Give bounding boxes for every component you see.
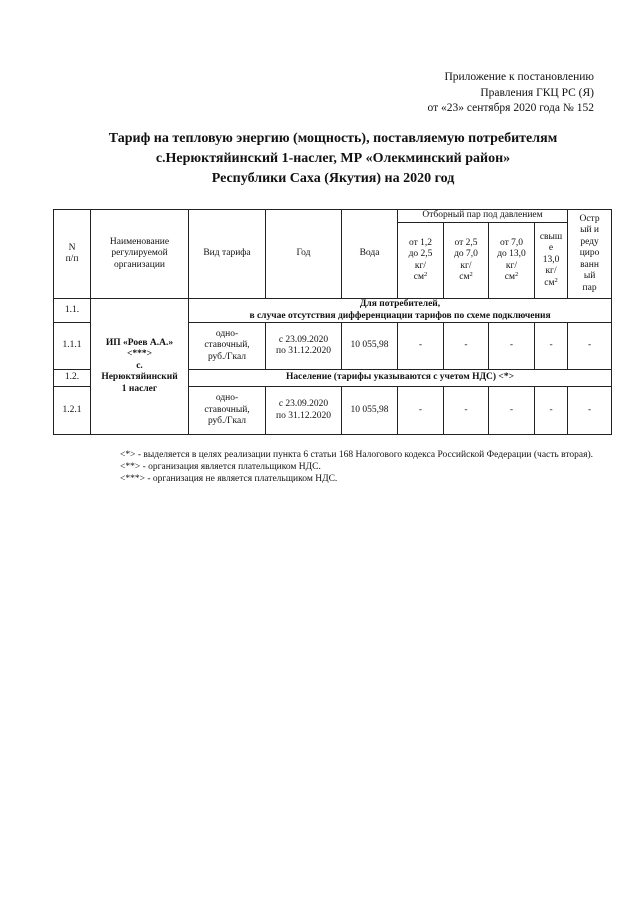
row-num: 1.2.1 — [54, 387, 91, 435]
row-p4: - — [535, 387, 568, 435]
header-org-line-1: Наименование — [109, 236, 170, 247]
row-type-line-1: одно- — [215, 393, 239, 404]
header-p3-unit: см — [504, 272, 515, 282]
header-pressure-4 — [535, 223, 568, 299]
header-p4-line-2: е — [548, 243, 554, 254]
row-sharp: - — [568, 387, 612, 435]
row-water: 10 055,98 — [342, 323, 398, 370]
row-type-line-3: руб./Гкал — [207, 416, 247, 427]
row-type-line-1: одно- — [215, 328, 239, 339]
document-title — [60, 129, 606, 189]
header-sharp-line-6: ый — [583, 271, 596, 282]
header-p4-line-1: свыш — [539, 231, 563, 242]
header-p2-line-1: от 2,5 — [454, 237, 478, 248]
row-period — [266, 387, 342, 435]
header-sharp-line-2: ый и — [580, 225, 600, 236]
row-p1: - — [398, 323, 444, 370]
header-org — [91, 210, 189, 299]
row-period-line-2: по 31.12.2020 — [276, 346, 331, 356]
header-pressure-1 — [398, 223, 444, 299]
header-sharp-line-7: пар — [582, 282, 597, 293]
header-num-line-1: N — [68, 242, 76, 253]
header-p4-line-4: кг/ — [545, 266, 557, 277]
header-tariff-type: Вид тарифа — [189, 210, 266, 299]
section-title-line-2: в случае отсутствия дифференциации тарифов по схеме подключения — [249, 310, 551, 321]
row-sharp: - — [568, 323, 612, 370]
org-line-2: <***> — [126, 349, 153, 360]
section-num: 1.2. — [54, 370, 91, 387]
header-p3-line-4 — [490, 272, 533, 284]
header-p3-line-1: от 7,0 — [499, 237, 524, 248]
row-type-line-2: ставочный, — [204, 404, 250, 415]
header-p1-line-4 — [399, 272, 442, 284]
row-p1: - — [398, 387, 444, 435]
header-p1-unit: см — [413, 272, 424, 282]
header-p3-line-3: кг/ — [505, 260, 518, 271]
row-type-line-3: руб./Гкал — [207, 351, 247, 362]
header-row-1 — [54, 210, 612, 223]
row-water: 10 055,98 — [342, 387, 398, 435]
footnote-1: <*> - выделяется в целях реализации пункта 6 статьи 168 Налогового кодекса Российской Федерации (часть вторая). — [120, 450, 594, 460]
section-row-1-1 — [54, 299, 612, 323]
section-title: Население (тарифы указываются с учетом НДС) <*> — [189, 370, 612, 387]
row-period-line-1: с 23.09.2020 — [278, 399, 329, 409]
row-p4: - — [535, 323, 568, 370]
row-p2: - — [444, 387, 489, 435]
header-p2-line-4 — [445, 272, 487, 284]
footnote-3: <***> - организация не является плательщиком НДС. — [120, 474, 338, 484]
org-line-5: 1 наслег — [121, 383, 158, 394]
tariff-table — [53, 209, 612, 435]
header-p4-unit: см — [544, 277, 555, 288]
row-type-line-2: ставочный, — [204, 340, 250, 351]
header-p1-line-2: до 2,5 — [408, 249, 433, 259]
org-line-1: ИП «Роев А.А.» — [105, 337, 174, 348]
title-line-2: с.Нерюктяйинский 1-наслег, МР «Олекминский район» — [155, 151, 511, 166]
title-line-1: Тариф на тепловую энергию (мощность), поставляемую потребителям — [108, 131, 558, 146]
footnote-2: <**> - организация является плательщиком НДС. — [120, 462, 321, 472]
header-pressure-2 — [444, 223, 489, 299]
row-num: 1.1.1 — [54, 323, 91, 370]
appendix-block — [428, 70, 594, 117]
appendix-line-1: Приложение к постановлению — [444, 71, 594, 83]
row-p3: - — [489, 387, 535, 435]
header-num — [54, 210, 91, 299]
header-sharp-steam — [568, 210, 612, 299]
header-water: Вода — [342, 210, 398, 299]
title-line-3: Республики Саха (Якутия) на 2020 год — [211, 171, 455, 186]
section-num: 1.1. — [54, 299, 91, 323]
row-tariff-type — [189, 387, 266, 435]
appendix-line-3: от «23» сентября 2020 года № 152 — [427, 102, 594, 114]
header-sharp-line-5: ванн — [580, 259, 599, 270]
header-pressure-3 — [489, 223, 535, 299]
header-p1-sup: 2 — [423, 271, 428, 278]
header-num-line-2: п/п — [65, 254, 79, 264]
org-line-3: с. — [136, 360, 143, 371]
header-p2-line-3: кг/ — [460, 260, 472, 271]
header-p4-line-3: 13,0 — [542, 254, 560, 265]
header-sharp-line-4: циро — [579, 248, 600, 259]
section-title-line-1: Для потребителей, — [359, 299, 441, 309]
header-p2-sup: 2 — [469, 271, 473, 278]
row-period-line-1: с 23.09.2020 — [278, 334, 329, 345]
header-org-line-3: организации — [113, 259, 165, 270]
row-p2: - — [444, 323, 489, 370]
header-p3-line-2: до 13,0 — [497, 249, 526, 259]
header-org-line-2: регулируемой — [111, 248, 168, 259]
header-steam-group: Отборный пар под давлением — [398, 210, 568, 223]
header-sharp-line-1: Остр — [579, 213, 600, 224]
appendix-line-2: Правления ГКЦ РС (Я) — [480, 86, 594, 99]
org-name-cell — [91, 299, 189, 435]
header-p2-line-2: до 7,0 — [454, 249, 478, 259]
row-period — [266, 323, 342, 370]
header-p2-unit: см — [459, 272, 470, 282]
row-tariff-type — [189, 323, 266, 370]
row-period-line-2: по 31.12.2020 — [276, 410, 331, 421]
header-p4-sup: 2 — [554, 276, 558, 284]
header-sharp-line-3: реду — [580, 236, 599, 247]
header-p3-sup: 2 — [514, 271, 519, 278]
header-p4-line-5 — [536, 278, 566, 290]
org-line-4: Нерюктяйинский — [101, 372, 178, 383]
header-p1-line-3: кг/ — [414, 260, 427, 271]
header-year: Год — [266, 210, 342, 299]
row-p3: - — [489, 323, 535, 370]
header-p1-line-1: от 1,2 — [408, 237, 433, 248]
section-title — [189, 299, 612, 323]
footnotes — [53, 449, 613, 485]
